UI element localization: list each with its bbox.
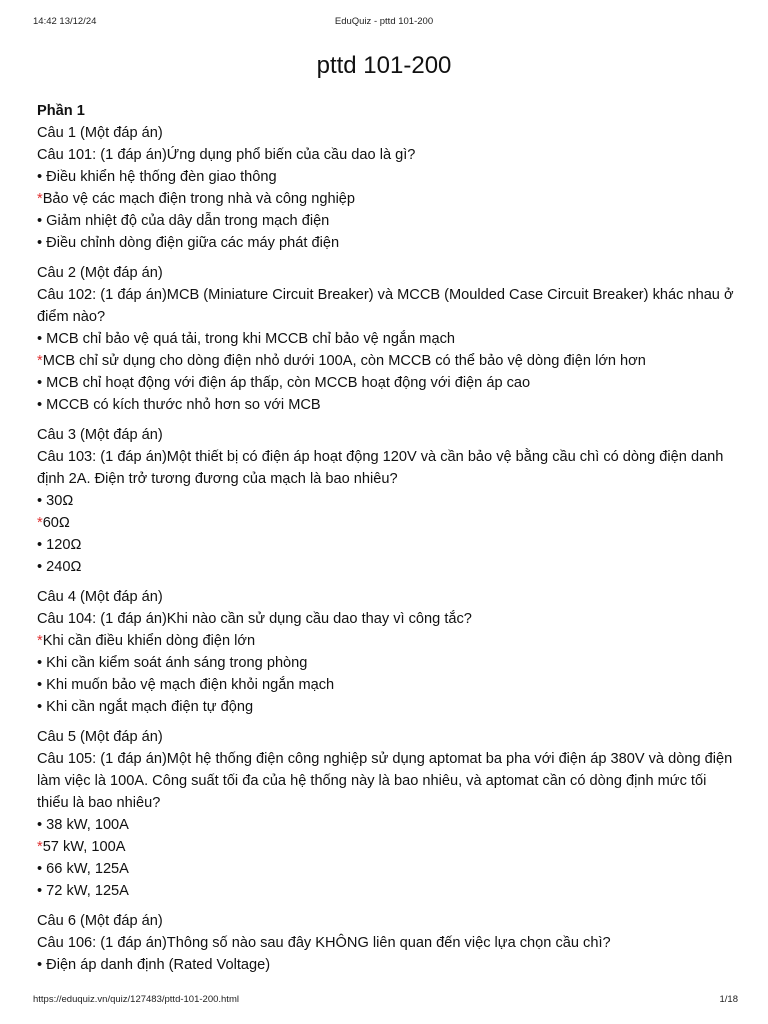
bullet-marker: • <box>37 493 43 509</box>
header-datetime: 14:42 13/12/24 <box>33 16 97 27</box>
quiz-content <box>37 100 737 976</box>
correct-marker: * <box>37 353 43 369</box>
option-text: MCB chỉ bảo vệ quá tải, trong khi MCCB chỉ bảo vệ ngắn mạch <box>42 331 455 347</box>
answer-option-correct <box>37 630 737 652</box>
question-text: Câu 105: (1 đáp án)Một hệ thống điện công nghiệp sử dụng aptomat ba pha với điện áp 380V và dòng điện làm việc là 100A. Công suất tối đa của hệ thống này là bao nhiêu, và aptomat cần có dòng định mức tối thiểu là bao nhiêu? <box>37 751 733 811</box>
bullet-marker: • <box>37 677 43 693</box>
question-text: Câu 104: (1 đáp án)Khi nào cần sử dụng cầu dao thay vì công tắc? <box>37 611 472 627</box>
bullet-marker: • <box>37 861 43 877</box>
question-block <box>37 910 737 976</box>
bullet-marker: • <box>37 957 43 973</box>
bullet-marker: • <box>37 537 43 553</box>
answer-option <box>37 556 737 578</box>
answer-option <box>37 652 737 674</box>
option-text: Điều khiển hệ thống đèn giao thông <box>42 169 277 185</box>
header-title: EduQuiz - pttd 101-200 <box>334 16 434 27</box>
bullet-marker: • <box>37 655 43 671</box>
question-block <box>37 262 737 416</box>
bullet-marker: • <box>37 817 43 833</box>
option-text: 240Ω <box>42 559 82 575</box>
option-text: Khi cần kiểm soát ánh sáng trong phòng <box>42 655 308 671</box>
option-text: MCB chỉ hoạt động với điện áp thấp, còn MCCB hoạt động với điện áp cao <box>42 375 531 391</box>
question-title: Câu 3 (Một đáp án) <box>37 427 163 443</box>
bullet-marker: • <box>37 213 43 229</box>
answer-option <box>37 696 737 718</box>
answer-option <box>37 328 737 350</box>
option-text: Điều chỉnh dòng điện giữa các máy phát điện <box>42 235 340 251</box>
option-text: Bảo vệ các mạch điện trong nhà và công nghiệp <box>42 191 356 207</box>
answer-option-correct <box>37 512 737 534</box>
option-text: 120Ω <box>42 537 82 553</box>
bullet-marker: • <box>37 699 43 715</box>
answer-option <box>37 232 737 254</box>
option-text: 38 kW, 100A <box>42 817 129 833</box>
question-title: Câu 2 (Một đáp án) <box>37 265 163 281</box>
option-text: Giảm nhiệt độ của dây dẫn trong mạch điện <box>42 213 330 229</box>
option-text: Khi muốn bảo vệ mạch điện khỏi ngắn mạch <box>42 677 335 693</box>
option-text: Khi cần điều khiển dòng điện lớn <box>42 633 256 649</box>
answer-option <box>37 210 737 232</box>
answer-option-correct <box>37 836 737 858</box>
question-block <box>37 122 737 254</box>
answer-option <box>37 372 737 394</box>
option-text: MCCB có kích thước nhỏ hơn so với MCB <box>42 397 321 413</box>
correct-marker: * <box>37 515 43 531</box>
question-text: Câu 106: (1 đáp án)Thông số nào sau đây KHÔNG liên quan đến việc lựa chọn cầu chì? <box>37 935 611 951</box>
option-text: 30Ω <box>42 493 74 509</box>
bullet-marker: • <box>37 883 43 899</box>
option-text: 66 kW, 125A <box>42 861 129 877</box>
answer-option <box>37 814 737 836</box>
bullet-marker: • <box>37 559 43 575</box>
answer-option <box>37 858 737 880</box>
question-block <box>37 586 737 718</box>
answer-option <box>37 166 737 188</box>
bullet-marker: • <box>37 397 43 413</box>
option-text: Khi cần ngắt mạch điện tự động <box>42 699 254 715</box>
answer-option-correct <box>37 188 737 210</box>
page-number: 1/18 <box>719 994 738 1005</box>
question-title: Câu 6 (Một đáp án) <box>37 913 163 929</box>
correct-marker: * <box>37 633 43 649</box>
footer-url[interactable]: https://eduquiz.vn/quiz/127483/pttd-101-200.html <box>33 994 239 1005</box>
page-title: pttd 101-200 <box>316 52 452 79</box>
question-block <box>37 726 737 902</box>
correct-marker: * <box>37 191 43 207</box>
answer-option <box>37 490 737 512</box>
bullet-marker: • <box>37 235 43 251</box>
bullet-marker: • <box>37 169 43 185</box>
question-text: Câu 101: (1 đáp án)Ứng dụng phổ biến của cầu dao là gì? <box>37 147 416 163</box>
part-label: Phần 1 <box>37 103 85 119</box>
option-text: 72 kW, 125A <box>42 883 129 899</box>
option-text: 60Ω <box>42 515 70 531</box>
question-block <box>37 424 737 578</box>
question-text: Câu 103: (1 đáp án)Một thiết bị có điện áp hoạt động 120V và cần bảo vệ bằng cầu chì có dòng điện danh định 2A. Điện trở tương đương của mạch là bao nhiêu? <box>37 449 724 487</box>
question-title: Câu 4 (Một đáp án) <box>37 589 163 605</box>
option-text: MCB chỉ sử dụng cho dòng điện nhỏ dưới 100A, còn MCCB có thể bảo vệ dòng điện lớn hơn <box>42 353 646 369</box>
correct-marker: * <box>37 839 43 855</box>
bullet-marker: • <box>37 331 43 347</box>
question-title: Câu 1 (Một đáp án) <box>37 125 163 141</box>
answer-option-correct <box>37 350 737 372</box>
answer-option <box>37 534 737 556</box>
question-text: Câu 102: (1 đáp án)MCB (Miniature Circuit Breaker) và MCCB (Moulded Case Circuit Breaker) khác nhau ở điểm nào? <box>37 287 734 325</box>
option-text: 57 kW, 100A <box>42 839 126 855</box>
bullet-marker: • <box>37 375 43 391</box>
option-text: Điện áp danh định (Rated Voltage) <box>42 957 271 973</box>
answer-option <box>37 674 737 696</box>
answer-option <box>37 394 737 416</box>
question-title: Câu 5 (Một đáp án) <box>37 729 163 745</box>
question-list <box>37 122 737 976</box>
answer-option <box>37 954 737 976</box>
answer-option <box>37 880 737 902</box>
